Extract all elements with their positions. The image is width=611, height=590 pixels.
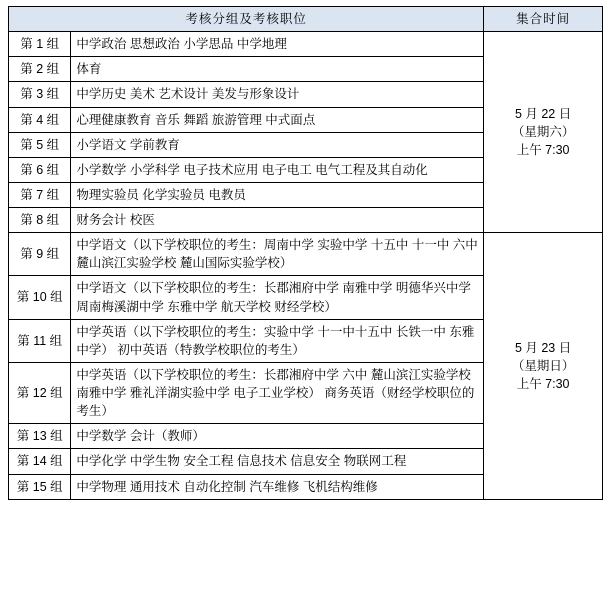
- group-label: 第 15 组: [9, 474, 71, 499]
- position-list: 中学语文（以下学校职位的考生：周南中学 实验中学 十五中 十一中 六中 麓山滨江实验学校 麓山国际实验学校）: [71, 233, 484, 276]
- position-list: 物理实验员 化学实验员 电教员: [71, 182, 484, 207]
- table-row: [9, 233, 603, 276]
- group-label: 第 7 组: [9, 182, 71, 207]
- group-label: 第 14 组: [9, 449, 71, 474]
- assessment-schedule-table: [8, 6, 603, 500]
- position-list: 中学数学 会计（教师）: [71, 424, 484, 449]
- time-date: 5 月 22 日: [514, 106, 572, 121]
- group-label: 第 2 组: [9, 57, 71, 82]
- time-block-2: [484, 233, 603, 500]
- position-list: 心理健康教育 音乐 舞蹈 旅游管理 中式面点: [71, 107, 484, 132]
- time-weekday: （星期日）: [511, 358, 575, 373]
- position-list: 小学数学 小学科学 电子技术应用 电子电工 电气工程及其自动化: [71, 157, 484, 182]
- header-time-title: 集合时间: [484, 7, 603, 32]
- table-header-row: [9, 7, 603, 32]
- position-list: 中学历史 美术 艺术设计 美发与形象设计: [71, 82, 484, 107]
- group-label: 第 1 组: [9, 32, 71, 57]
- group-label: 第 5 组: [9, 132, 71, 157]
- time-hour: 上午 7:30: [516, 376, 570, 391]
- position-list: 中学化学 中学生物 安全工程 信息技术 信息安全 物联网工程: [71, 449, 484, 474]
- time-weekday: （星期六）: [511, 125, 575, 140]
- position-list: 中学英语（以下学校职位的考生：实验中学 十一中十五中 长铁一中 东雅中学） 初中英语（特教学校职位的考生）: [71, 319, 484, 362]
- position-list: 中学政治 思想政治 小学思品 中学地理: [71, 32, 484, 57]
- position-list: 中学英语（以下学校职位的考生：长郡湘府中学 六中 麓山滨江实验学校 南雅中学 雅礼洋湖实验中学 电子工业学校） 商务英语（财经学校职位的考生）: [71, 362, 484, 423]
- time-date: 5 月 23 日: [514, 340, 572, 355]
- position-list: 中学语文（以下学校职位的考生：长郡湘府中学 南雅中学 明德华兴中学 周南梅溪湖中学 东雅中学 航天学校 财经学校）: [71, 276, 484, 319]
- group-label: 第 10 组: [9, 276, 71, 319]
- group-label: 第 13 组: [9, 424, 71, 449]
- position-list: 中学物理 通用技术 自动化控制 汽车维修 飞机结构维修: [71, 474, 484, 499]
- group-label: 第 8 组: [9, 208, 71, 233]
- time-hour: 上午 7:30: [516, 143, 570, 158]
- header-main-title: 考核分组及考核职位: [9, 7, 484, 32]
- position-list: 体育: [71, 57, 484, 82]
- group-label: 第 6 组: [9, 157, 71, 182]
- group-label: 第 11 组: [9, 319, 71, 362]
- group-label: 第 3 组: [9, 82, 71, 107]
- group-label: 第 9 组: [9, 233, 71, 276]
- table-row: [9, 32, 603, 57]
- group-label: 第 4 组: [9, 107, 71, 132]
- position-list: 财务会计 校医: [71, 208, 484, 233]
- time-block-1: [484, 32, 603, 233]
- group-label: 第 12 组: [9, 362, 71, 423]
- position-list: 小学语文 学前教育: [71, 132, 484, 157]
